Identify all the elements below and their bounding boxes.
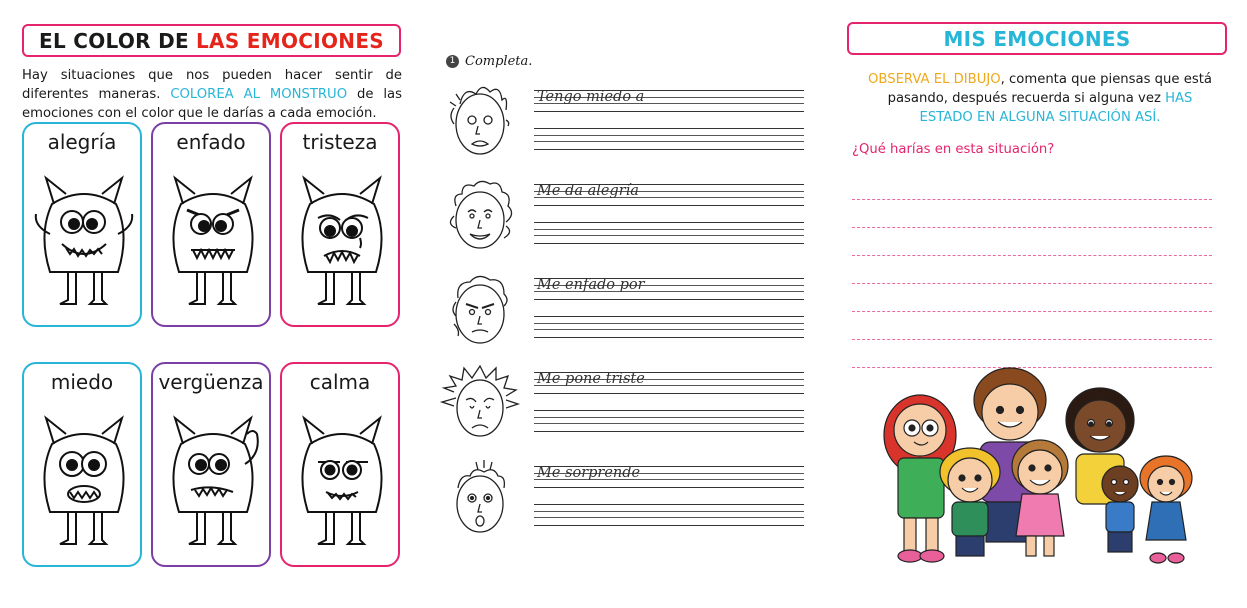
writing-lines[interactable] bbox=[534, 184, 804, 206]
sentence-row bbox=[430, 458, 820, 528]
monster-card-tristeza[interactable] bbox=[280, 122, 400, 327]
answer-line[interactable] bbox=[852, 312, 1212, 340]
answer-line[interactable] bbox=[852, 200, 1212, 228]
writing-lines[interactable] bbox=[534, 128, 804, 150]
sentence-prompt: Me da alegría bbox=[537, 183, 639, 199]
scared-face-icon bbox=[434, 82, 522, 160]
monster-card-verguenza[interactable] bbox=[151, 362, 271, 567]
group-of-children-illustration bbox=[870, 360, 1200, 570]
writing-lines[interactable] bbox=[534, 90, 804, 112]
sad-face-icon bbox=[434, 364, 522, 442]
monster-card-alegria[interactable] bbox=[22, 122, 142, 327]
sentence-prompt: Me sorprende bbox=[537, 465, 641, 481]
answer-lines[interactable] bbox=[852, 172, 1212, 368]
panel-title bbox=[22, 24, 401, 57]
sentence-prompt: Me pone triste bbox=[537, 371, 645, 387]
instruction-highlight-cyan: HAS ESTADO EN ALGUNA SITUACIÓN ASÍ. bbox=[919, 91, 1193, 125]
card-label: calma bbox=[309, 370, 371, 394]
writing-lines[interactable] bbox=[534, 316, 804, 338]
instruction-text: Completa. bbox=[465, 54, 533, 69]
sentence-row bbox=[430, 270, 820, 340]
intro-highlight: COLOREA AL MONSTRUO bbox=[170, 87, 348, 102]
writing-lines[interactable] bbox=[534, 466, 804, 488]
question-text: ¿Qué harías en esta situación? bbox=[852, 142, 1055, 157]
calm-monster-icon bbox=[290, 404, 394, 554]
angry-monster-icon bbox=[161, 164, 265, 314]
instruction-number: 1 bbox=[446, 55, 459, 68]
shy-monster-icon bbox=[161, 404, 265, 554]
writing-lines[interactable] bbox=[534, 372, 804, 394]
card-label: alegría bbox=[47, 130, 117, 154]
monster-card-miedo[interactable] bbox=[22, 362, 142, 567]
instruction bbox=[446, 54, 532, 69]
angry-face-icon bbox=[434, 270, 522, 348]
monster-card-enfado[interactable] bbox=[151, 122, 271, 327]
my-emotions-panel bbox=[830, 0, 1247, 608]
sentence-prompt: Tengo miedo a bbox=[537, 89, 645, 105]
answer-line[interactable] bbox=[852, 284, 1212, 312]
answer-line[interactable] bbox=[852, 256, 1212, 284]
card-label: miedo bbox=[50, 370, 114, 394]
instruction-highlight-yellow: OBSERVA EL DIBUJO bbox=[868, 72, 1001, 87]
card-label: enfado bbox=[176, 130, 246, 154]
writing-lines[interactable] bbox=[534, 278, 804, 300]
happy-face-icon bbox=[434, 176, 522, 254]
answer-line[interactable] bbox=[852, 228, 1212, 256]
answer-line[interactable] bbox=[852, 172, 1212, 200]
sentence-row bbox=[430, 82, 820, 152]
intro-part-1: Hay situaciones que nos pueden hacer sentir de diferentes maneras. bbox=[22, 68, 402, 102]
title-red-part: LAS EMOCIONES bbox=[196, 28, 384, 53]
sentence-row bbox=[430, 364, 820, 434]
sad-monster-icon bbox=[290, 164, 394, 314]
observe-instruction bbox=[860, 70, 1220, 127]
card-label: vergüenza bbox=[158, 370, 264, 394]
writing-lines[interactable] bbox=[534, 504, 804, 526]
title-black-part: EL COLOR DE bbox=[39, 28, 190, 53]
writing-lines[interactable] bbox=[534, 222, 804, 244]
scared-monster-icon bbox=[32, 404, 136, 554]
emotion-colors-panel bbox=[0, 0, 420, 608]
happy-monster-icon bbox=[32, 164, 136, 314]
surprised-face-icon bbox=[434, 458, 522, 536]
intro-part-2: de las emociones con el color que le darías a cada emoción. bbox=[22, 87, 402, 121]
sentence-prompt: Me enfado por bbox=[537, 277, 645, 293]
writing-lines[interactable] bbox=[534, 410, 804, 432]
panel-title: MIS EMOCIONES bbox=[847, 22, 1227, 55]
monster-card-calma[interactable] bbox=[280, 362, 400, 567]
complete-sentences-panel bbox=[430, 0, 820, 608]
card-label: tristeza bbox=[302, 130, 378, 154]
instruction-middle: , comenta que piensas que está pasando, después recuerda si alguna vez bbox=[887, 72, 1212, 106]
sentence-row bbox=[430, 176, 820, 246]
intro-text bbox=[22, 66, 402, 123]
